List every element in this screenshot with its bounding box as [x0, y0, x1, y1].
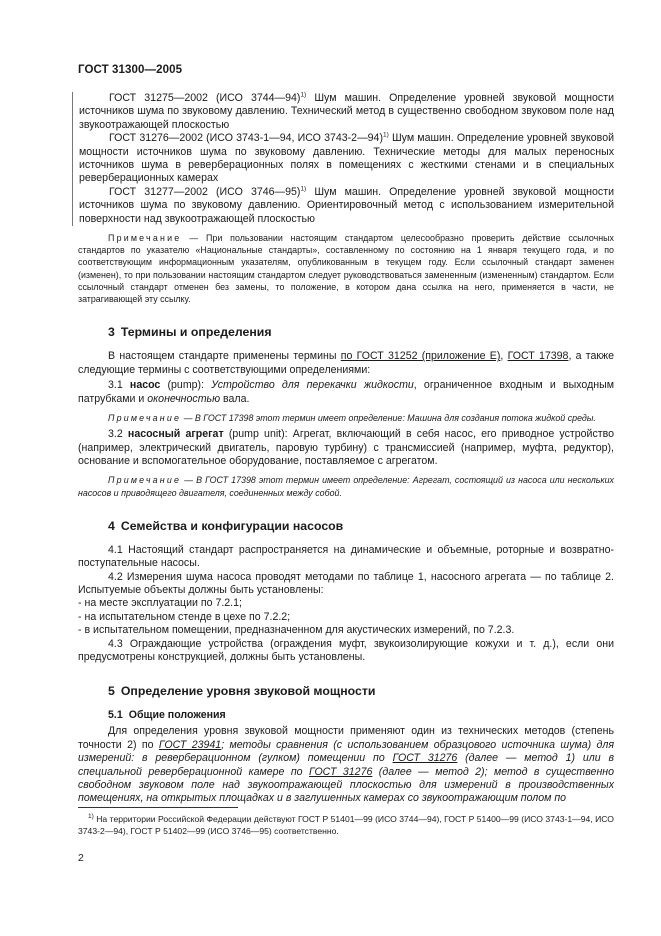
link-gost-23941[interactable]: ГОСТ 23941 [158, 738, 222, 751]
reference-gost-31276: ГОСТ 31276—2002 (ИСО 3743-1—94, ИСО 3743-2—94)$^{1)}$ Шум машин. Определение уровней звуковой мощности источников шума по звуковому давлению. Технические методы для малых переносных источников шума в реверберационных полях в помещениях с жесткими стенами и в специальных реверберационных камерах [79, 131, 614, 185]
link-gost-17398[interactable]: ГОСТ 17398 [507, 350, 569, 363]
clause-4-3: 4.3 Ограждающие устройства (ограждения муфт, звукоизолирующие кожухи и т. д.), если они предусмотрены конструкцией, должны быть установлены. [78, 637, 614, 663]
normative-references [72, 92, 614, 226]
section-3-heading: 3 Термины и определения [108, 325, 272, 340]
reference-gost-31275: ГОСТ 31275—2002 (ИСО 3744—94)$^{1)}$ Шум машин. Определение уровней звуковой мощности источников шума по звуковому давлению. Технический метод в существенно свободном звуковом поле над звукоотражающей плоскостью [79, 91, 614, 131]
footnote-marker: 1) [88, 813, 94, 821]
document-header: ГОСТ 31300—2005 [78, 64, 183, 76]
document-page [78, 64, 614, 806]
footnote: $^{1)}$ На территории Российской Федерации действуют ГОСТ Р 51401—99 (ИСО 3744—94), ГОСТ Р 51400—99 (ИСО 3743-1—94, ИСО 3743-2—94), ГОСТ Р 51402—99 (ИСО 3746—95) соответственно. [78, 813, 614, 836]
term-pump: 3.1 насос (pump): Устройство для перекачки жидкости, ограниченное входным и выходным патрубками и оконечностью вала. [78, 379, 615, 405]
references-note: Примечание — При пользовании настоящим стандартом целесообразно проверить действие ссылочных стандартов по указателю «Национальные стандарты», составленному по состоянию на 1 января текущего года, и по соответствующим информационным указателям, опубликованным в текущем году. Если ссылочный стандарт заменен (изменен), то при пользовании настоящим стандартом следует руководствоваться замененным (измененным) стандартом. Если ссылочный стандарт отменен без замены, то положение, в котором дана ссылка на него, применяется в части, не затрагивающей эту ссылку. [78, 233, 614, 305]
link-gost-31276[interactable]: ГОСТ 31276 [309, 765, 373, 778]
link-gost-31252[interactable]: по ГОСТ 31252 (приложение Е) [340, 350, 501, 363]
footnote-marker: 1) [382, 131, 389, 139]
footnote-divider [78, 807, 238, 808]
footnote-marker: 1) [300, 185, 307, 193]
page-number: 2 [78, 852, 84, 864]
reference-gost-31277: ГОСТ 31277—2002 (ИСО 3746—95)$^{1)}$ Шум машин. Определение уровней звуковой мощности источников шума по звуковому давлению. Ориентировочный метод с использованием измерительной поверхности над звукоотражающей плоскостью [79, 185, 614, 225]
list-item: - на месте эксплуатации по 7.2.1; [78, 597, 242, 610]
subsection-5-1-heading: 5.1 Общие положения [108, 709, 226, 722]
footnote-marker: 1) [300, 91, 307, 99]
clause-5-1-text: Для определения уровня звуковой мощности применяют один из технических методов (степень точности 2) по ГОСТ 23941; методы сравнения (с использованием образцового источника шума) для измерений: в реверберационном (гулком) помещении по ГОСТ 31276 (далее — метод 1) или в специальной реверберационной камере по ГОСТ 31276 (далее — метод 2); метод в существенно свободном звуковом поле над звукоотражающей плоскостью для измерений в производственных помещениях, на открытых площадках и в заглушенных камерах со звукоотражающим полом по [78, 725, 614, 805]
term-pump-unit-note: Примечание — В ГОСТ 17398 этот термин имеет определение: Агрегат, состоящий из насоса или нескольких насосов и приводящего двигателя, соединенных между собой. [78, 475, 614, 498]
clause-4-2: 4.2 Измерения шума насоса проводят методами по таблице 1, насосного агрегата — по таблице 2. Испытуемые объекты должны быть установлены: [78, 570, 614, 596]
list-item: - в испытательном помещении, предназначенном для акустических измерений, по 7.2.3. [78, 624, 515, 637]
term-pump-note: Примечание — В ГОСТ 17398 этот термин имеет определение: Машина для создания потока жидкой среды. [108, 412, 596, 423]
clause-4-1: 4.1 Настоящий стандарт распространяется на динамические и объемные, роторные и возвратно-поступательные насосы. [78, 543, 614, 570]
section-4-heading: 4 Семейства и конфигурации насосов [108, 518, 344, 533]
link-gost-31276[interactable]: ГОСТ 31276 [392, 752, 458, 765]
section-3-intro: В настоящем стандарте применены термины по ГОСТ 31252 (приложение Е), ГОСТ 17398, а также следующие термины с соответствующими определениями: [78, 350, 615, 376]
list-item: - на испытательном стенде в цехе по 7.2.2; [78, 610, 291, 623]
term-pump-unit: 3.2 насосный агрегат (pump unit): Агрегат, включающий в себя насос, его приводное устройство (например, электрический двигатель, паровую турбину) с трансмиссией (например, муфта, редуктор), основание и вспомогательное оборудование, поставляемое с агрегатом. [78, 428, 614, 467]
section-5-heading: 5 Определение уровня звуковой мощности [108, 684, 376, 699]
